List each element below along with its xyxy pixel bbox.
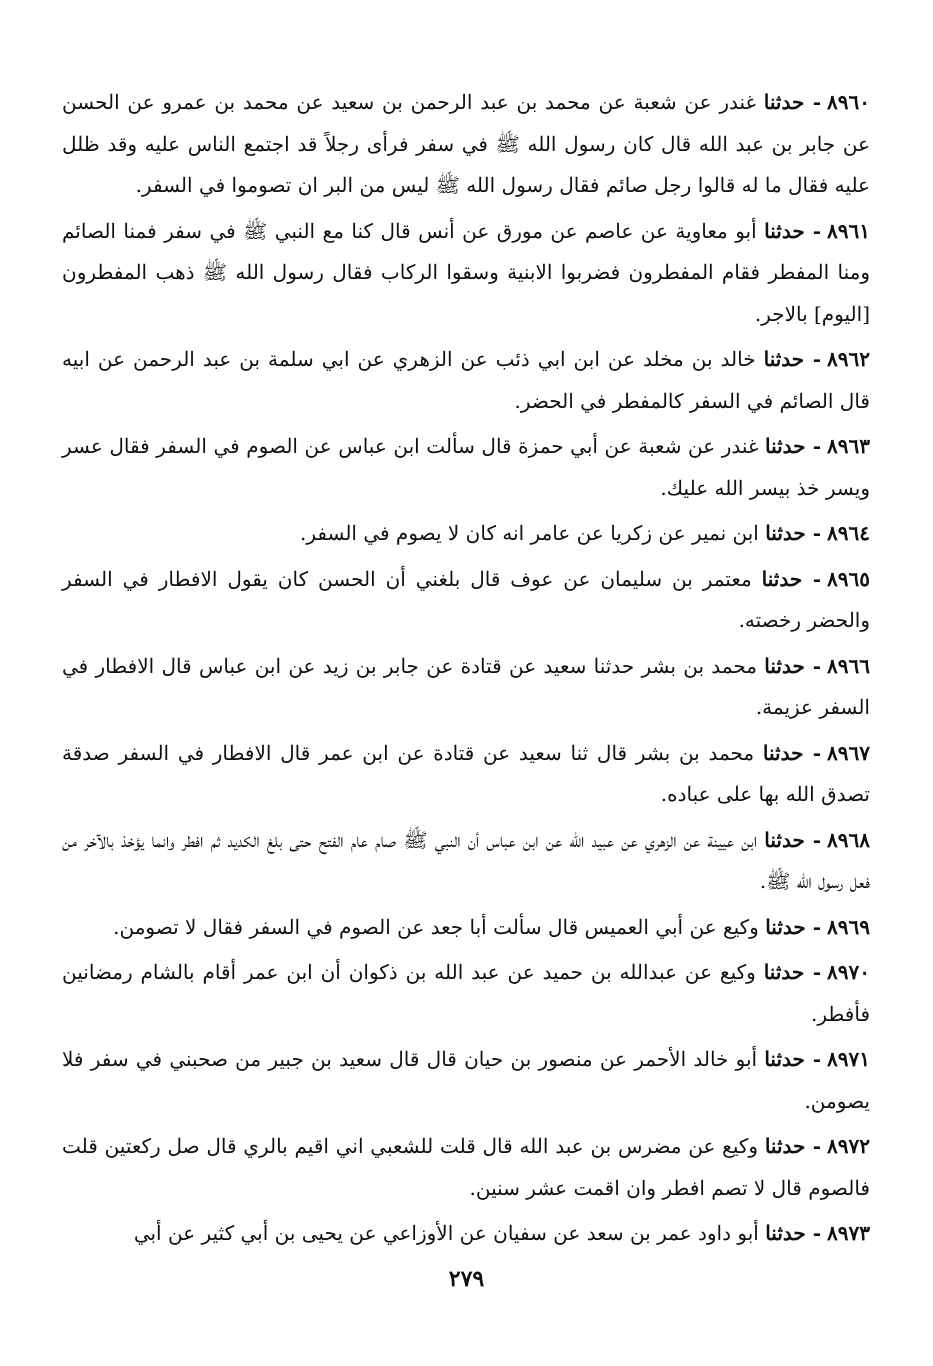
hadith-text: أبو معاوية عن عاصم عن مورق عن أنس قال كنا مع النبي ﷺ في سفر فمنا الصائم ومنا المفطر فقام المفطرون فضربوا الابنية وسقوا الركاب فقال رسول الله ﷺ ذهب المفطرون [اليوم] بالاجر. [62, 218, 870, 326]
hadith-text: معتمر بن سليمان عن عوف قال بلغني أن الحسن كان يقول الافطار في السفر والحضر رخصته. [62, 566, 870, 632]
hadith-number: ٨٩٦٢ [827, 347, 871, 371]
hadith-number: ٨٩٦٣ [827, 434, 870, 458]
hadith-8971 [62, 1039, 870, 1122]
hadith-number: ٨٩٧٠ [827, 960, 871, 984]
hadith-8960 [62, 82, 870, 207]
hadith-8963 [62, 426, 870, 509]
hadith-lead: - حدثنا [764, 653, 822, 678]
hadith-8967 [62, 733, 870, 816]
hadith-number: ٨٩٦٤ [827, 521, 870, 545]
hadith-8961 [62, 211, 870, 336]
hadith-text: محمد بن بشر حدثنا سعيد عن قتادة عن جابر بن زيد عن ابن عباس قال الافطار في السفر عزيمة. [62, 653, 870, 719]
hadith-number: ٨٩٦٠ [827, 90, 871, 114]
hadith-8970 [62, 952, 870, 1035]
hadith-number: ٨٩٦٧ [827, 740, 871, 765]
hadith-lead: - حدثنا [764, 434, 822, 458]
hadith-8973 [62, 1213, 870, 1255]
hadith-number: ٨٩٦٩ [827, 914, 870, 939]
hadith-lead: - حدثنا [765, 914, 822, 939]
hadith-text: وكيع عن مضرس بن عبد الله قال قلت للشعبي اني اقيم بالري قال صل ركعتين قلت فالصوم قال لا تصم افطر وان اقمت عشر سنين. [62, 1134, 870, 1200]
hadith-lead: - حدثنا [765, 521, 822, 545]
hadith-lead: - حدثنا [764, 1134, 822, 1158]
hadith-lead: - حدثنا [763, 960, 822, 984]
hadith-lead: - حدثنا [764, 1047, 822, 1071]
hadith-8964 [62, 513, 870, 555]
hadith-text: وكيع عن عبدالله بن حميد عن عبد الله بن ذكوان أن ابن عمر أقام بالشام رمضانين فأفطر. [62, 960, 870, 1026]
hadith-number: ٨٩٦٦ [827, 653, 870, 678]
hadith-8965 [62, 559, 870, 642]
hadith-text: أبو خالد الأحمر عن منصور بن حيان قال قال سعيد بن جبير من صحبني في سفر فلا يصومن. [62, 1047, 870, 1113]
hadith-8968 [62, 820, 870, 903]
hadith-8962 [62, 339, 870, 422]
hadith-text: غندر عن شعبة عن محمد بن عبد الرحمن بن سعيد عن محمد بن عمرو عن الحسن عن جابر بن عبد الله قال كان رسول الله ﷺ في سفر فرأى رجلاً قد اجتمع الناس عليه وقد ظلل عليه فقال ما له قالوا رجل صائم فقال رسول الله ﷺ ليس من البر ان تصوموا في السفر. [62, 90, 870, 197]
hadith-lead: - حدثنا [765, 1221, 822, 1245]
hadith-number: ٨٩٦١ [827, 218, 870, 243]
hadith-lead: - حدثنا [761, 566, 822, 591]
hadith-text: ابن عيينة عن الزهري عن عبيد الله عن ابن عباس أن النبي ﷺ صام عام الفتح حتى بلغ الكديد ثم افطر وانما يؤخذ بالآخر من فعل رسول الله ﷺ. [62, 827, 870, 893]
hadith-lead: - حدثنا [762, 740, 822, 765]
hadith-8966 [62, 646, 870, 729]
hadith-number: ٨٩٧٣ [827, 1221, 870, 1245]
hadith-text: خالد بن مخلد عن ابن ابي ذئب عن الزهري عن ابي سلمة بن عبد الرحمن عن ابيه قال الصائم في السفر كالمفطر في الحضر. [62, 347, 870, 413]
hadith-8969 [62, 907, 870, 949]
hadith-8972 [62, 1126, 870, 1209]
hadith-lead: - حدثنا [763, 347, 822, 371]
hadith-number: ٨٩٦٥ [827, 566, 870, 591]
hadith-lead: - حدثنا [764, 827, 822, 852]
hadith-lead: - حدثنا [763, 90, 822, 114]
hadith-number: ٨٩٧١ [827, 1047, 870, 1071]
hadith-lead: - حدثنا [764, 218, 822, 243]
page-number: ٢٧٩ [448, 1266, 485, 1292]
hadith-text: غندر عن شعبة عن أبي حمزة قال سألت ابن عباس عن الصوم في السفر فقال عسر ويسر خذ بيسر الله عليك. [62, 434, 870, 500]
page-body [62, 82, 870, 1259]
hadith-text: ابن نمير عن زكريا عن عامر انه كان لا يصوم في السفر. [299, 521, 759, 545]
hadith-number: ٨٩٦٨ [827, 827, 870, 852]
hadith-text: وكيع عن أبي العميس قال سألت أبا جعد عن الصوم في السفر فقال لا تصومن. [113, 914, 759, 939]
hadith-text: محمد بن بشر قال ثنا سعيد عن قتادة عن ابن عمر قال الافطار في السفر صدقة تصدق الله بها على عباده. [62, 740, 870, 806]
hadith-number: ٨٩٧٢ [827, 1134, 871, 1158]
hadith-text: أبو داود عمر بن سعد عن سفيان عن الأوزاعي عن يحيى بن أبي كثير عن أبي [133, 1221, 759, 1245]
